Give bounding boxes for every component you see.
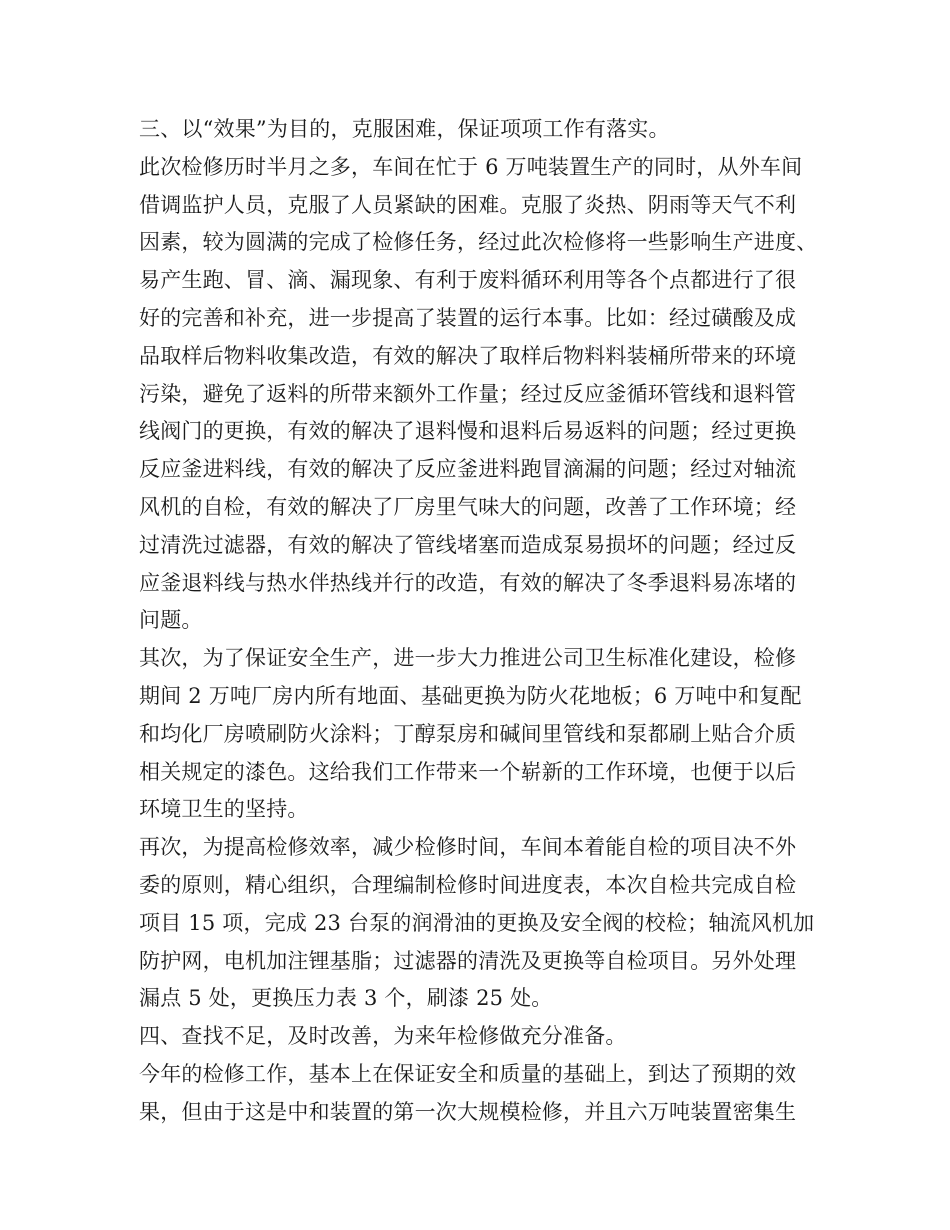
text-line: 借调监护人员，克服了人员紧缺的困难。克服了炎热、阴雨等天气不利 [139, 192, 797, 217]
text-line: 今年的检修工作，基本上在保证安全和质量的基础上，到达了预期的效 [139, 1061, 797, 1086]
text-line: 反应釜进料线，有效的解决了反应釜进料跑冒滴漏的问题；经过对轴流 [139, 457, 797, 482]
text-line: 易产生跑、冒、滴、漏现象、有利于废料循环利用等各个点都进行了很 [139, 268, 797, 293]
text-line: 项目 15 项，完成 23 台泵的润滑油的更换及安全阀的校检；轴流风机加 [139, 910, 815, 935]
text-line: 好的完善和补充，进一步提高了装置的运行本事。比如：经过磺酸及成 [139, 305, 797, 330]
text-line: 品取样后物料收集改造，有效的解决了取样后物料料装桶所带来的环境 [139, 343, 797, 368]
text-line: 和均化厂房喷刷防火涂料；丁醇泵房和碱间里管线和泵都刷上贴合介质 [139, 721, 797, 746]
text-line: 防护网，电机加注锂基脂；过滤器的清洗及更换等自检项目。另外处理 [139, 948, 797, 973]
text-line: 污染，避免了返料的所带来额外工作量；经过反应釜循环管线和退料管 [139, 381, 797, 406]
text-line: 因素，较为圆满的完成了检修任务，经过此次检修将一些影响生产进度、 [139, 230, 818, 255]
text-line: 四、查找不足，及时改善，为来年检修做充分准备。 [139, 1024, 627, 1049]
text-line: 相关规定的漆色。这给我们工作带来一个崭新的工作环境，也便于以后 [139, 759, 797, 784]
text-line: 三、以“效果”为目的，克服困难，保证项项工作有落实。 [139, 117, 670, 141]
text-line: 应釜退料线与热水伴热线并行的改造，有效的解决了冬季退料易冻堵的 [139, 570, 797, 595]
text-line: 其次，为了保证安全生产，进一步大力推进公司卫生标准化建设，检修 [139, 646, 797, 671]
text-line: 问题。 [139, 608, 203, 633]
text-line: 期间 2 万吨厂房内所有地面、基础更换为防火花地板；6 万吨中和复配 [139, 683, 802, 708]
text-line: 此次检修历时半月之多，车间在忙于 6 万吨装置生产的同时，从外车间 [139, 154, 803, 179]
text-line: 过清洗过滤器，有效的解决了管线堵塞而造成泵易损坏的问题；经过反 [139, 532, 797, 557]
text-line: 委的原则，精心组织，合理编制检修时间进度表，本次自检共完成自检 [139, 872, 797, 897]
text-line: 环境卫生的坚持。 [139, 797, 309, 822]
text-line: 线阀门的更换，有效的解决了退料慢和退料后易返料的问题；经过更换 [139, 419, 797, 444]
text-line: 再次，为提高检修效率，减少检修时间，车间本着能自检的项目决不外 [139, 835, 797, 860]
text-line: 漏点 5 处，更换压力表 3 个，刷漆 25 处。 [139, 986, 553, 1011]
text-line: 风机的自检，有效的解决了厂房里气味大的问题，改善了工作环境；经 [139, 494, 797, 519]
document-body [139, 111, 819, 1132]
text-line: 果，但由于这是中和装置的第一次大规模检修，并且六万吨装置密集生 [139, 1099, 797, 1124]
